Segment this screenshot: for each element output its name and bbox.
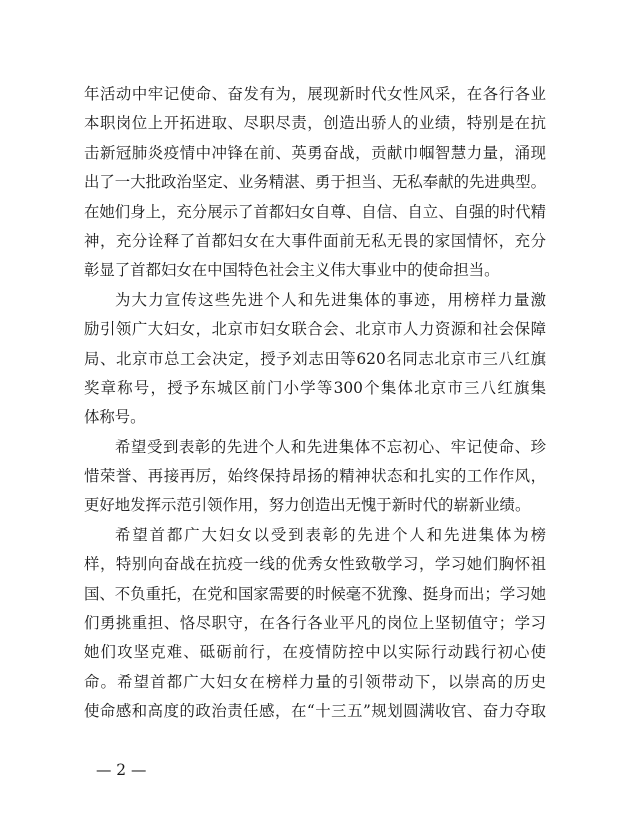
text-line: 年活动中牢记使命、奋发有为，展现新时代女性风采，在各行各业 <box>84 85 546 103</box>
text-line: 希望受到表彰的先进个人和先进集体不忘初心、牢记使命、珍 <box>115 437 546 456</box>
text-line: 为大力宣传这些先进个人和先进集体的事迹，用榜样力量激 <box>115 290 546 309</box>
text-line: 本职岗位上开拓进取、尽职尽责，创造出骄人的业绩，特别是在抗 <box>84 114 546 133</box>
text-line: 使命感和高度的政治责任感，在“十三五”规划圆满收官、奋力夺取 <box>84 702 546 721</box>
document-body <box>84 80 546 727</box>
paragraph-2 <box>84 286 546 433</box>
text-line: 在她们身上，充分展示了首都妇女自尊、自信、自立、自强的时代精 <box>84 202 546 221</box>
text-line: 惜荣誉、再接再厉，始终保持昂扬的精神状态和扎实的工作作风， <box>84 467 546 486</box>
page-number: — 2 — <box>96 761 147 779</box>
paragraph-4 <box>84 521 546 727</box>
text-line: 击新冠肺炎疫情中冲锋在前、英勇奋战，贡献巾帼智慧力量，涌现 <box>84 143 546 162</box>
text-line: 励引领广大妇女，北京市妇女联合会、北京市人力资源和社会保障 <box>84 320 546 339</box>
text-line: 希望首都广大妇女以受到表彰的先进个人和先进集体为榜 <box>115 525 546 544</box>
text-line: 局、北京市总工会决定，授予刘志田等620名同志北京市三八红旗 <box>84 349 546 368</box>
text-line: 更好地发挥示范引领作用，努力创造出无愧于新时代的崭新业绩。 <box>84 496 531 515</box>
text-line: 奖章称号，授予东城区前门小学等300个集体北京市三八红旗集 <box>84 378 546 397</box>
text-line: 样，特别向奋战在抗疫一线的优秀女性致敬学习，学习她们胸怀祖 <box>84 555 546 574</box>
text-line: 出了一大批政治坚定、业务精湛、勇于担当、无私奉献的先进典型。 <box>84 173 546 192</box>
paragraph-1 <box>84 80 546 286</box>
text-line: 命。希望首都广大妇女在榜样力量的引领带动下，以崇高的历史 <box>84 672 546 691</box>
text-line: 们勇挑重担、恪尽职守，在各行各业平凡的岗位上坚韧值守；学习 <box>84 614 546 633</box>
text-line: 体称号。 <box>84 408 146 427</box>
text-line: 彰显了首都妇女在中国特色社会主义伟大事业中的使命担当。 <box>84 261 500 280</box>
text-line: 神，充分诠释了首都妇女在大事件面前无私无畏的家国情怀，充分 <box>84 231 546 250</box>
text-line: 国、不负重托，在党和国家需要的时候毫不犹豫、挺身而出；学习她 <box>84 584 546 603</box>
paragraph-3 <box>84 433 546 521</box>
text-line: 她们攻坚克难、砥砺前行，在疫情防控中以实际行动践行初心使 <box>84 643 546 662</box>
